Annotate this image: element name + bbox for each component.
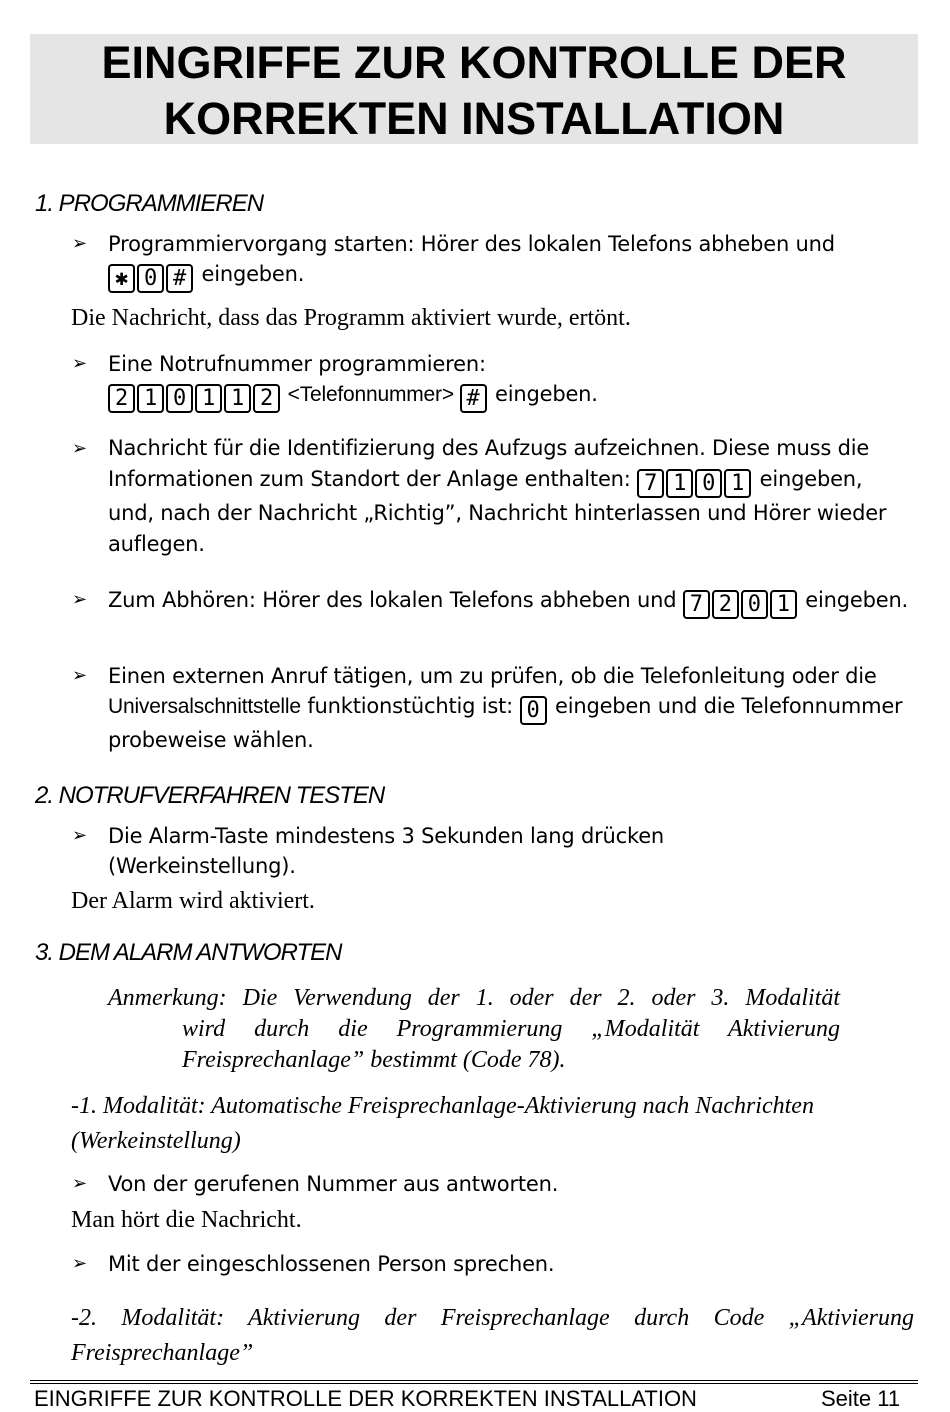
key-sequence [108, 259, 195, 293]
bullet-text-end: eingeben. [488, 382, 598, 406]
key-0: 0 [166, 384, 193, 413]
note-line-2: wird durch die Programmierung „Modalität Aktivierung [182, 1016, 840, 1042]
note-anmerkung [108, 983, 840, 1076]
bullet-arrow-icon: ➢ [72, 825, 87, 846]
bullet-sprechen [72, 1249, 912, 1279]
bullet-text: Von der gerufenen Nummer aus antworten. [108, 1172, 559, 1196]
key-1: 1 [770, 590, 797, 619]
key-0: 0 [137, 264, 164, 293]
key-1: 1 [666, 469, 693, 498]
page-number: Seite 11 [821, 1386, 901, 1411]
key-0: 0 [741, 590, 768, 619]
section-heading-alarm-antworten: 3. DEM ALARM ANTWORTEN [35, 939, 342, 966]
section-heading-notrufverfahren: 2. NOTRUFVERFAHREN TESTEN [35, 782, 385, 809]
bullet-text-mid: funktionstüchtig ist: [300, 694, 520, 718]
key-1: 1 [224, 384, 251, 413]
bullet-antworten [72, 1169, 912, 1199]
key-2: 2 [712, 590, 739, 619]
key-0: 0 [695, 469, 722, 498]
key-sequence [683, 585, 799, 619]
key-0: 0 [520, 696, 547, 725]
bullet-abhoeren [72, 585, 912, 619]
key-1: 1 [137, 384, 164, 413]
bullet-text: Die Alarm-Taste mindestens 3 Sekunden lang drücken (Werkeinstellung). [108, 824, 665, 878]
paragraph-alarm-aktiviert: Der Alarm wird aktiviert. [71, 888, 315, 914]
bullet-text-universalschnittstelle: Universalschnittstelle [108, 695, 301, 718]
bullet-alarm-taste [72, 821, 912, 881]
key-7: 7 [683, 590, 710, 619]
bullet-text: Eine Notrufnummer programmieren: [108, 352, 486, 376]
key-1: 1 [195, 384, 222, 413]
footer-title: EINGRIFFE ZUR KONTROLLE DER KORREKTEN INSTALLATION [34, 1386, 697, 1411]
key-hash: # [460, 384, 487, 413]
key-7: 7 [637, 469, 664, 498]
bullet-text-end: eingeben. [798, 588, 909, 612]
key-2: 2 [253, 384, 280, 413]
bullet-text: Zum Abhören: Hörer des lokalen Telefons abheben und [108, 588, 683, 612]
bullet-programmiervorgang [72, 229, 912, 293]
title-line-1: EINGRIFFE ZUR KONTROLLE DER [101, 37, 847, 88]
bullet-text: Nachricht für die Identifizierung des Aufzugs aufzeichnen. Diese muss die Informationen zum Standort der Anlage enthalten: [108, 436, 870, 491]
bullet-arrow-icon: ➢ [72, 233, 87, 254]
paragraph-nachricht: Man hört die Nachricht. [71, 1207, 302, 1233]
note-line-1: Anmerkung: Die Verwendung der 1. oder der 2. oder 3. Modalität [108, 985, 840, 1011]
bullet-text-end: eingeben. [195, 262, 305, 286]
key-sequence [108, 379, 282, 413]
bullet-nachricht-identifizierung [72, 433, 912, 560]
bullet-text-end: eingeben, und, nach der Nachricht „Richtig”, Nachricht hinterlassen und Hörer wieder auflegen. [108, 467, 887, 556]
key-sequence [637, 464, 753, 498]
bullet-text-mid: <Telefonnummer> [282, 383, 460, 406]
key-hash: # [166, 264, 193, 293]
bullet-text: Einen externen Anruf tätigen, um zu prüfen, ob die Telefonleitung oder die [108, 664, 877, 688]
page-title [30, 34, 918, 144]
footer-divider [30, 1380, 918, 1381]
bullet-arrow-icon: ➢ [72, 589, 87, 610]
key-star: ✱ [108, 264, 135, 293]
bullet-text-end: eingeben und die Telefonnummer probeweise wählen. [108, 694, 903, 752]
section-heading-programmieren: 1. PROGRAMMIEREN [35, 190, 264, 217]
bullet-text: Mit der eingeschlossenen Person sprechen. [108, 1252, 555, 1276]
footer-divider [30, 1383, 918, 1384]
bullet-notrufnummer [72, 349, 912, 413]
modalitaet-1: -1. Modalität: Automatische Freisprechanlage-Aktivierung nach Nachrichten (Werkeinstellung) [71, 1093, 814, 1154]
bullet-text: Programmiervorgang starten: Hörer des lokalen Telefons abheben und [108, 232, 835, 256]
bullet-arrow-icon: ➢ [72, 353, 87, 374]
key-1: 1 [724, 469, 751, 498]
paragraph-programm-aktiviert: Die Nachricht, dass das Programm aktiviert wurde, ertönt. [71, 305, 631, 331]
note-line-3: Freisprechanlage” bestimmt (Code 78). [182, 1047, 566, 1073]
key-2: 2 [108, 384, 135, 413]
bullet-arrow-icon: ➢ [72, 665, 87, 686]
bullet-arrow-icon: ➢ [72, 1173, 87, 1194]
bullet-externer-anruf [72, 661, 912, 755]
bullet-arrow-icon: ➢ [72, 438, 87, 459]
bullet-arrow-icon: ➢ [72, 1253, 87, 1274]
title-line-2: KORREKTEN INSTALLATION [163, 93, 785, 144]
modalitaet-2: -2. Modalität: Aktivierung der Freisprechanlage durch Code „Aktivierung Freisprechanlage” [71, 1305, 914, 1366]
